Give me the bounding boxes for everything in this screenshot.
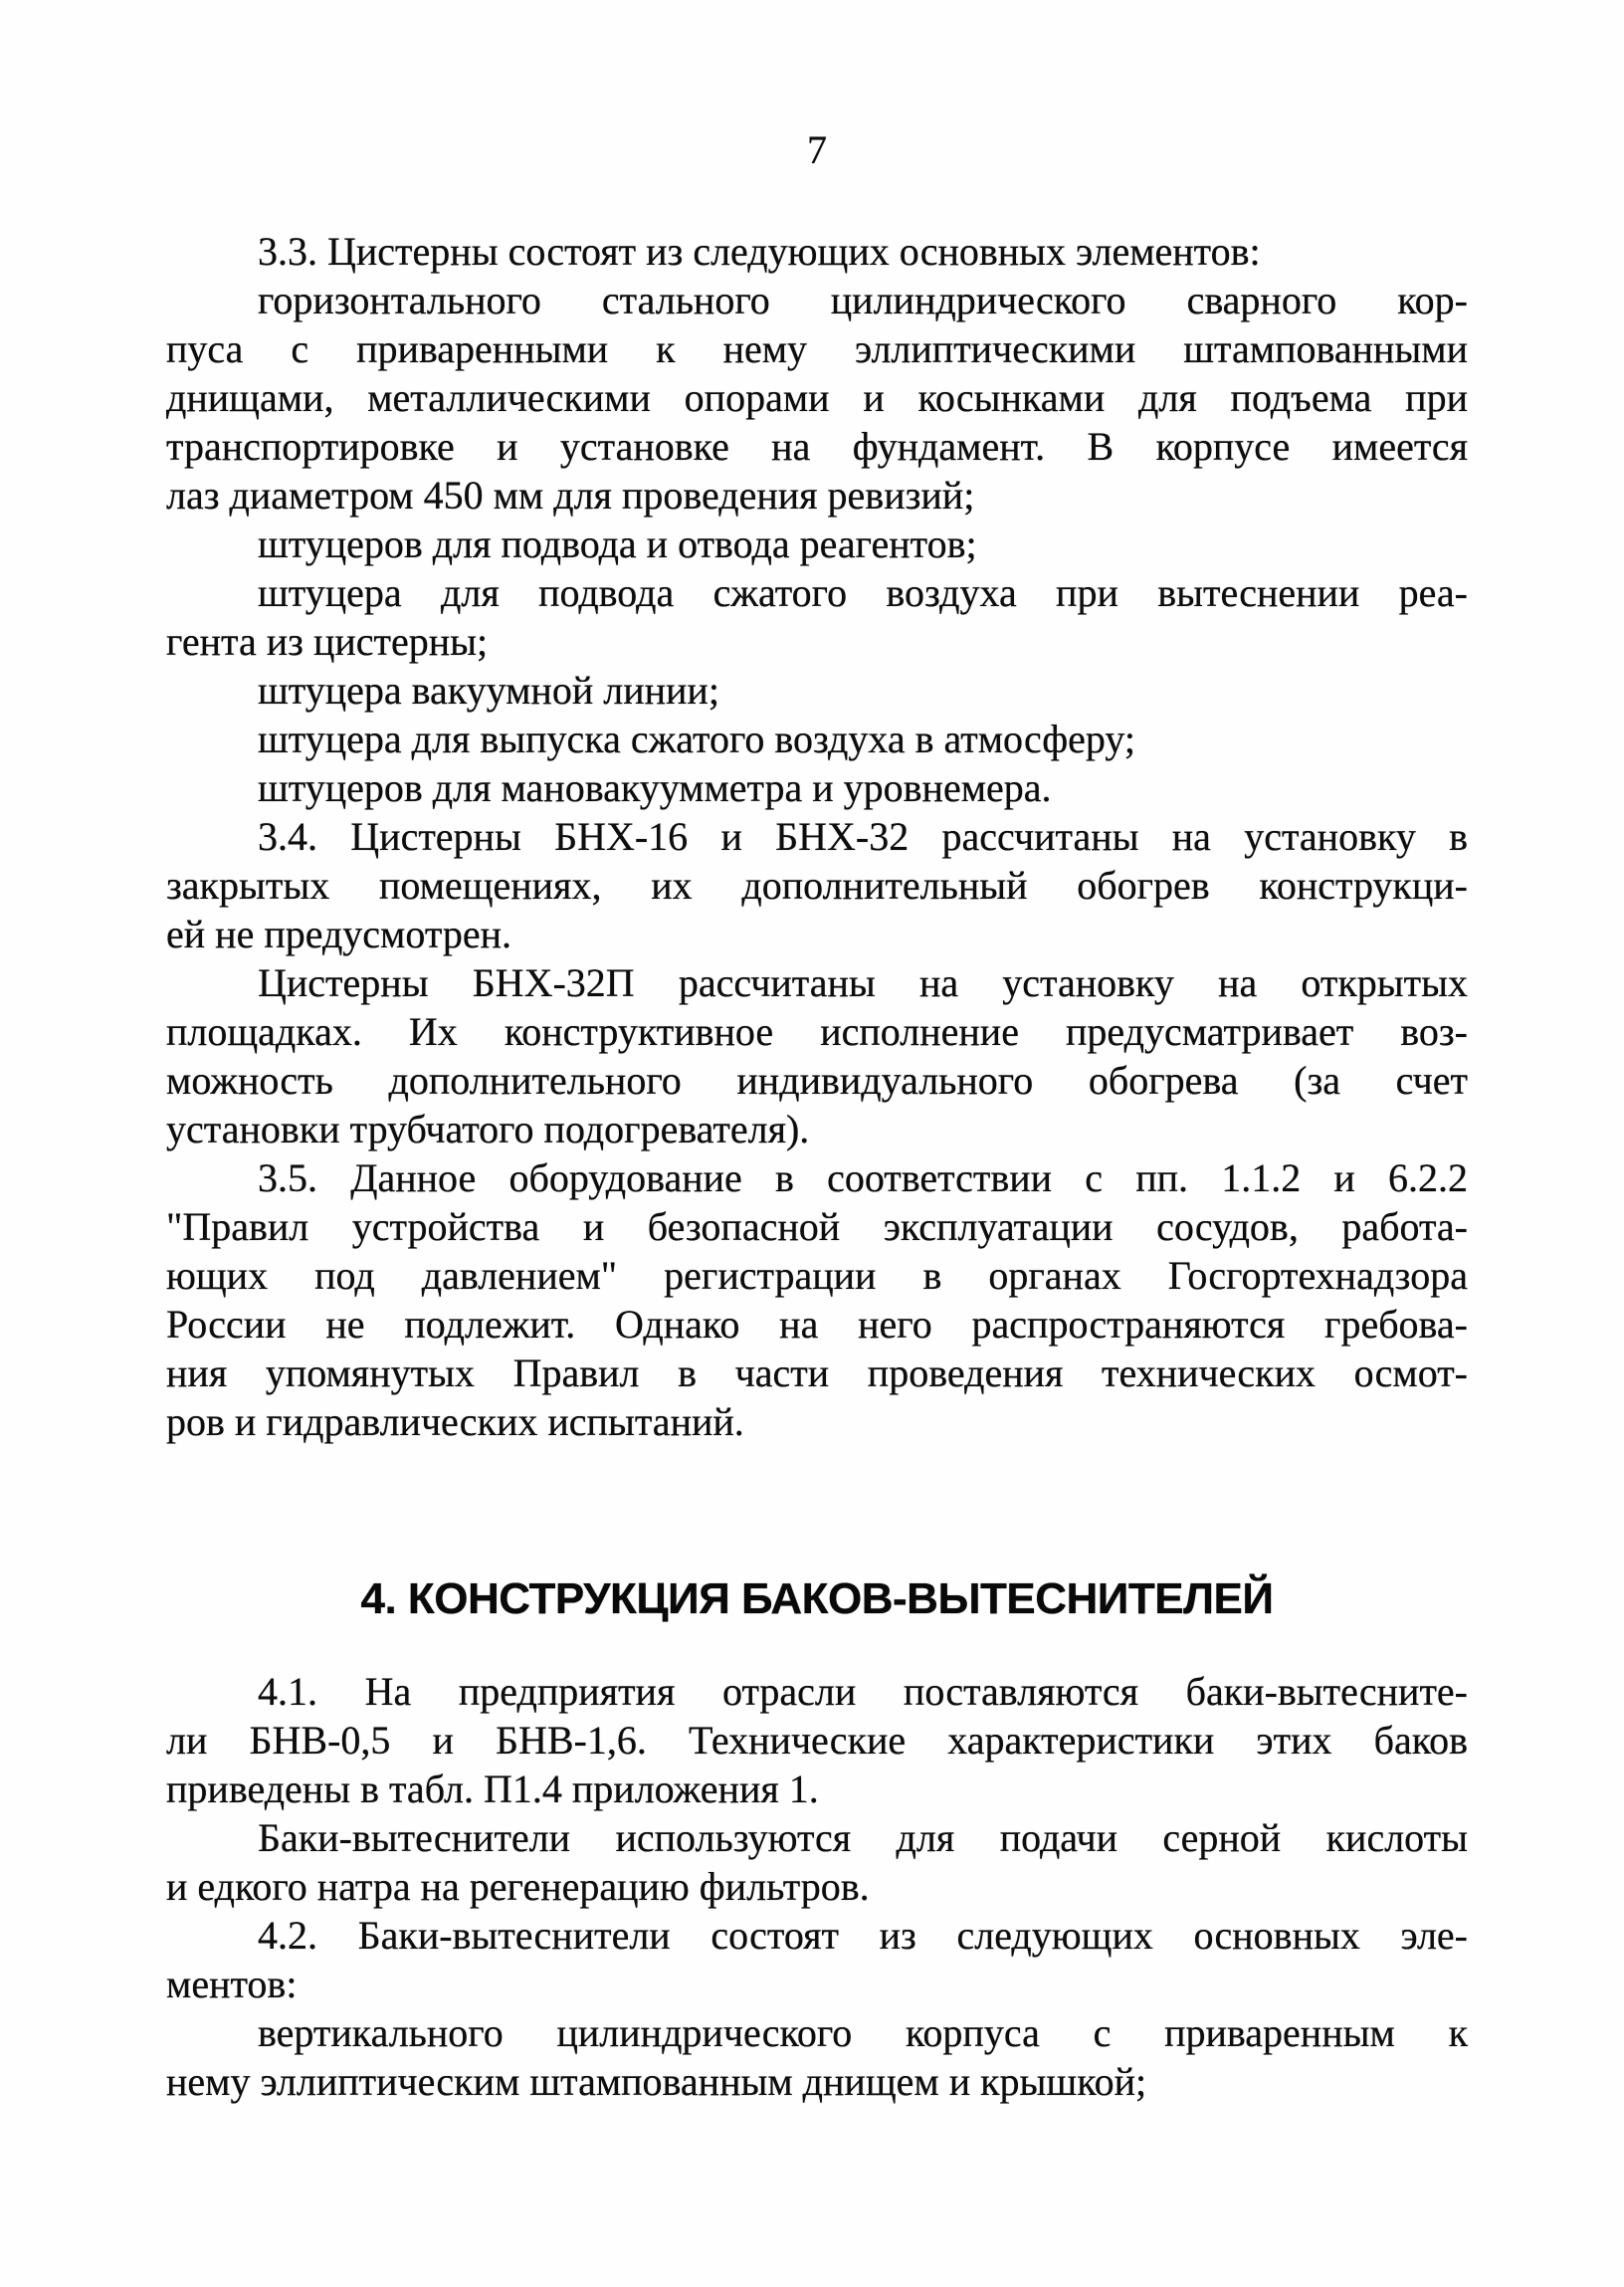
text-line: 4.2. Баки-вытеснители состоят из следующих основных эле- — [258, 1913, 1468, 1958]
text-line: штуцера вакуумной линии; — [258, 668, 719, 713]
text-line: можность дополнительного индивидуального обогрева (за счет — [166, 1058, 1468, 1103]
text-line: вертикального цилиндрического корпуса с приваренным к — [258, 2010, 1468, 2055]
text-line: 3.4. Цистерны БНХ-16 и БНХ-32 рассчитаны на установку в — [258, 814, 1468, 859]
text-line: "Правил устройства и безопасной эксплуатации сосудов, работа- — [166, 1204, 1468, 1249]
text-line: горизонтального стального цилиндрического сварного кор- — [258, 278, 1468, 322]
text-line: штуцеров для мановакуумметра и уровнемера. — [258, 765, 1052, 810]
text-line: Цистерны БНХ-32П рассчитаны на установку на открытых — [258, 960, 1468, 1005]
text-line: и едкого натра на регенерацию фильтров. — [166, 1864, 870, 1909]
text-line: транспортировке и установке на фундамент. В корпусе имеется — [166, 424, 1468, 469]
text-line: установки трубчатого подогревателя). — [166, 1107, 810, 1151]
text-line: ментов: — [166, 1962, 298, 2006]
text-line: штуцеров для подвода и отвода реагентов; — [258, 521, 977, 566]
text-line: нему эллиптическим штампованным днищем и крышкой; — [166, 2059, 1147, 2104]
section-4-paragraphs — [166, 1667, 1468, 2106]
text-line: ей не предусмотрен. — [166, 912, 511, 956]
text-line: 4.1. На предприятия отрасли поставляются баки-вытесните- — [258, 1669, 1468, 1714]
text-line: гента из цистерны; — [166, 619, 489, 664]
text-line: штуцера для выпуска сжатого воздуха в атмосферу; — [258, 717, 1135, 761]
text-line: приведены в табл. П1.4 приложения 1. — [166, 1767, 819, 1811]
text-line: 3.3. Цистерны состоят из следующих основных элементов: — [258, 229, 1261, 274]
text-line: днищами, металлическими опорами и косынками для подъема при — [166, 375, 1468, 420]
text-line: ющих под давлением" регистрации в органах Госгортехнадзора — [166, 1253, 1468, 1298]
page-number: 7 — [807, 127, 827, 172]
text-line: ния упомянутых Правил в части проведения технических осмот- — [166, 1351, 1468, 1395]
text-line: ров и гидравлических испытаний. — [166, 1399, 744, 1444]
text-line: пуса с приваренными к нему эллиптическими штампованными — [166, 326, 1468, 371]
text-line: лаз диаметром 450 мм для проведения ревизий; — [166, 473, 975, 518]
section-3-paragraphs — [166, 227, 1468, 1446]
text-line: 3.5. Данное оборудование в соответствии с пп. 1.1.2 и 6.2.2 — [258, 1155, 1468, 1200]
text-line: Баки-вытеснители используются для подачи серной кислоты — [258, 1815, 1468, 1860]
text-column — [166, 227, 1468, 2106]
text-line: штуцера для подвода сжатого воздуха при вытеснении реа- — [258, 570, 1468, 615]
section-4-heading: 4. КОНСТРУКЦИЯ БАКОВ-ВЫТЕСНИТЕЛЕЙ — [360, 1574, 1274, 1623]
text-line: площадках. Их конструктивное исполнение предусматривает воз- — [166, 1009, 1468, 1054]
text-line: России не подлежит. Однако на него распространяются гребова- — [166, 1302, 1468, 1347]
text-line: ли БНВ-0,5 и БНВ-1,6. Технические характеристики этих баков — [166, 1718, 1468, 1763]
text-line: закрытых помещениях, их дополнительный обогрев конструкци- — [166, 863, 1468, 908]
